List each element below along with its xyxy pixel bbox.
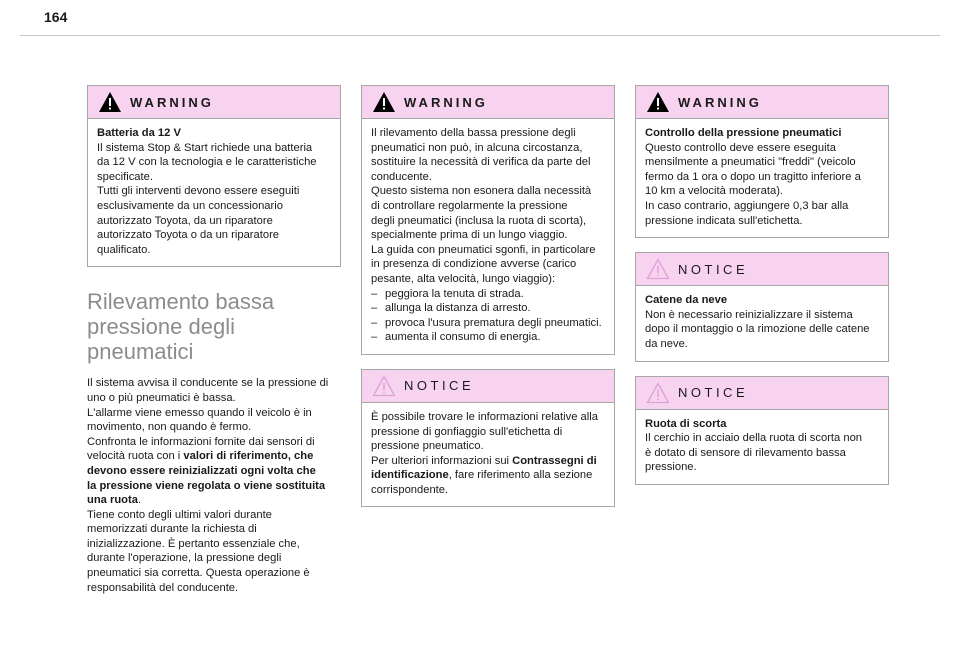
text-line: 10 km a velocità moderata). (645, 185, 784, 198)
text-line: è dotato di sensore di rilevamento bassa (645, 446, 846, 459)
text-line: La guida con pneumatici sgonfi, in particolare (371, 243, 596, 256)
text-line: fermo da 1 ora o dopo un tragitto inferiore a (645, 170, 861, 183)
text-line: degli pneumatici (inclusa la ruota di scorta), (371, 214, 587, 227)
notice-body (362, 403, 614, 507)
column-2 (361, 85, 615, 521)
text-line: in presenza di condizione avverse (carico (371, 258, 577, 271)
text-line (371, 468, 605, 483)
warning-box-pressure-check (635, 85, 889, 238)
text-line: È possibile trovare le informazioni relative alla (371, 410, 598, 423)
text-line: pneumatici non può, in alcuna circostanza, (371, 141, 583, 154)
text-line: pressione di gonfiaggio sull'etichetta di (371, 425, 563, 438)
text-line: mensilmente a pneumatici "freddi" (veicolo (645, 156, 856, 169)
text-span: . (137, 494, 142, 507)
warning-subtitle: Controllo della pressione pneumatici (645, 127, 842, 139)
bold-text: identificazione (371, 469, 449, 482)
text-line: sostituire la necessità di verifica da parte del (371, 156, 591, 169)
section-body (87, 376, 341, 595)
text-line: In caso contrario, aggiungere 0,3 bar alla (645, 199, 849, 212)
bold-text: valori di riferimento, che (183, 450, 314, 463)
notice-title: NOTICE (678, 385, 749, 401)
warning-title: WARNING (678, 94, 762, 110)
text-line: L'allarme viene emesso quando il veicolo è in (87, 406, 312, 419)
bold-text: la pressione viene regolata o viene sostituita (87, 479, 326, 492)
text-line: responsabilità del conducente. (87, 581, 239, 594)
text-line: Il sistema Stop & Start richiede una batteria (97, 141, 313, 154)
notice-box-header (362, 370, 614, 403)
text-line: esclusivamente da un concessionario (97, 199, 283, 212)
warning-box-battery (87, 85, 341, 267)
warning-body (636, 119, 888, 237)
text-line: inizializzazione. È pertanto essenziale che, (87, 537, 300, 550)
text-line: conducente. (371, 170, 432, 183)
bold-text: una ruota (87, 494, 138, 507)
text-line: Questo controllo deve essere eseguita (645, 141, 836, 154)
notice-triangle-icon (646, 382, 670, 404)
text-line (371, 454, 605, 469)
text-line: durante l'operazione, la pressione degli (87, 552, 282, 565)
bold-text: devono essere reinizializzati ogni volta che (87, 464, 316, 477)
notice-body (636, 410, 888, 484)
text-line: autorizzato Toyota o da un riparatore (97, 229, 280, 242)
warning-subtitle: Batteria da 12 V (97, 127, 181, 139)
page-number: 164 (44, 9, 68, 25)
text-span: , fare riferimento alla sezione (448, 469, 593, 482)
notice-box-snow-chains (635, 252, 889, 361)
text-line: Il cerchio in acciaio della ruota di scorta non (645, 432, 863, 445)
notice-triangle-icon (372, 375, 396, 397)
text-line: Confronta le informazioni fornite dai sensori di (87, 435, 315, 448)
notice-body (636, 286, 888, 360)
text-line: pneumatici sia corretta. Questa operazione è (87, 567, 310, 580)
section-title-line: pressione degli (87, 314, 235, 340)
text-line (87, 449, 341, 464)
text-line: Questo sistema non esonera dalla necessità (371, 185, 592, 198)
notice-title: NOTICE (678, 261, 749, 277)
text-line: di controllare regolarmente la pressione (371, 199, 568, 212)
notice-subtitle: Ruota di scorta (645, 417, 727, 430)
warning-box-header (362, 86, 614, 119)
text-line: uno o più pneumatici è bassa. (87, 391, 236, 404)
top-rule (20, 35, 940, 36)
text-line: Non è necessario reinizializzare il sistema (645, 308, 853, 321)
text-line: pressione pneumatico. (371, 440, 484, 453)
dash-list (371, 287, 605, 345)
warning-title: WARNING (404, 94, 488, 110)
text-line: specialmente prima di un lungo viaggio. (371, 229, 568, 242)
list-item: – peggiora la tenuta di strada. (371, 287, 605, 302)
warning-box-header (88, 86, 340, 119)
notice-box-spare-wheel (635, 376, 889, 485)
warning-body (88, 119, 340, 266)
text-span: Per ulteriori informazioni sui (371, 454, 513, 467)
notice-box-header (636, 377, 888, 410)
notice-box-header (636, 253, 888, 286)
text-line (87, 464, 341, 479)
text-line (87, 479, 341, 494)
text-line: autorizzato Toyota, da un riparatore (97, 214, 273, 227)
warning-box-header (636, 86, 888, 119)
text-line: Il rilevamento della bassa pressione degli (371, 127, 576, 139)
text-line: Tiene conto degli ultimi valori durante (87, 508, 272, 521)
text-line: memorizzati durante la richiesta di (87, 523, 257, 536)
notice-title: NOTICE (404, 378, 475, 394)
text-line: pesante, alta velocità, lungo viaggio): (371, 272, 556, 285)
warning-triangle-icon (372, 91, 396, 113)
warning-box-pressure-detection (361, 85, 615, 355)
warning-triangle-icon (646, 91, 670, 113)
text-line: Tutti gli interventi devono essere eseguiti (97, 185, 300, 198)
text-line: da neve. (645, 337, 688, 350)
bold-text: Contrassegni di (512, 454, 597, 467)
warning-body (362, 119, 614, 354)
text-line: da 12 V con la tecnologia e le caratteristiche (97, 156, 317, 169)
section-title-line: Rilevamento bassa (87, 289, 275, 315)
text-line: corrispondente. (371, 483, 449, 496)
column-1 (87, 85, 341, 595)
warning-triangle-icon (98, 91, 122, 113)
text-line: qualificato. (97, 243, 151, 256)
text-line (87, 493, 341, 508)
list-item: – allunga la distanza di arresto. (371, 301, 605, 316)
text-line: dopo il montaggio o la rimozione delle catene (645, 323, 870, 336)
notice-triangle-icon (646, 258, 670, 280)
text-line: specificate. (97, 170, 153, 183)
section-title (87, 289, 341, 364)
text-line: movimento, non quando è fermo. (87, 421, 252, 434)
list-item: – provoca l'usura prematura degli pneumatici. (371, 316, 605, 331)
text-line: pressione indicata sull'etichetta. (645, 214, 803, 227)
column-3 (635, 85, 889, 499)
section-title-line: pneumatici (87, 339, 194, 365)
text-line: pressione. (645, 461, 697, 474)
list-item: – aumenta il consumo di energia. (371, 330, 605, 345)
notice-box-pressure-label (361, 369, 615, 508)
text-line: Il sistema avvisa il conducente se la pressione di (87, 377, 329, 390)
notice-subtitle: Catene da neve (645, 294, 728, 307)
text-span: velocità ruota con i (87, 450, 184, 463)
warning-title: WARNING (130, 94, 214, 110)
